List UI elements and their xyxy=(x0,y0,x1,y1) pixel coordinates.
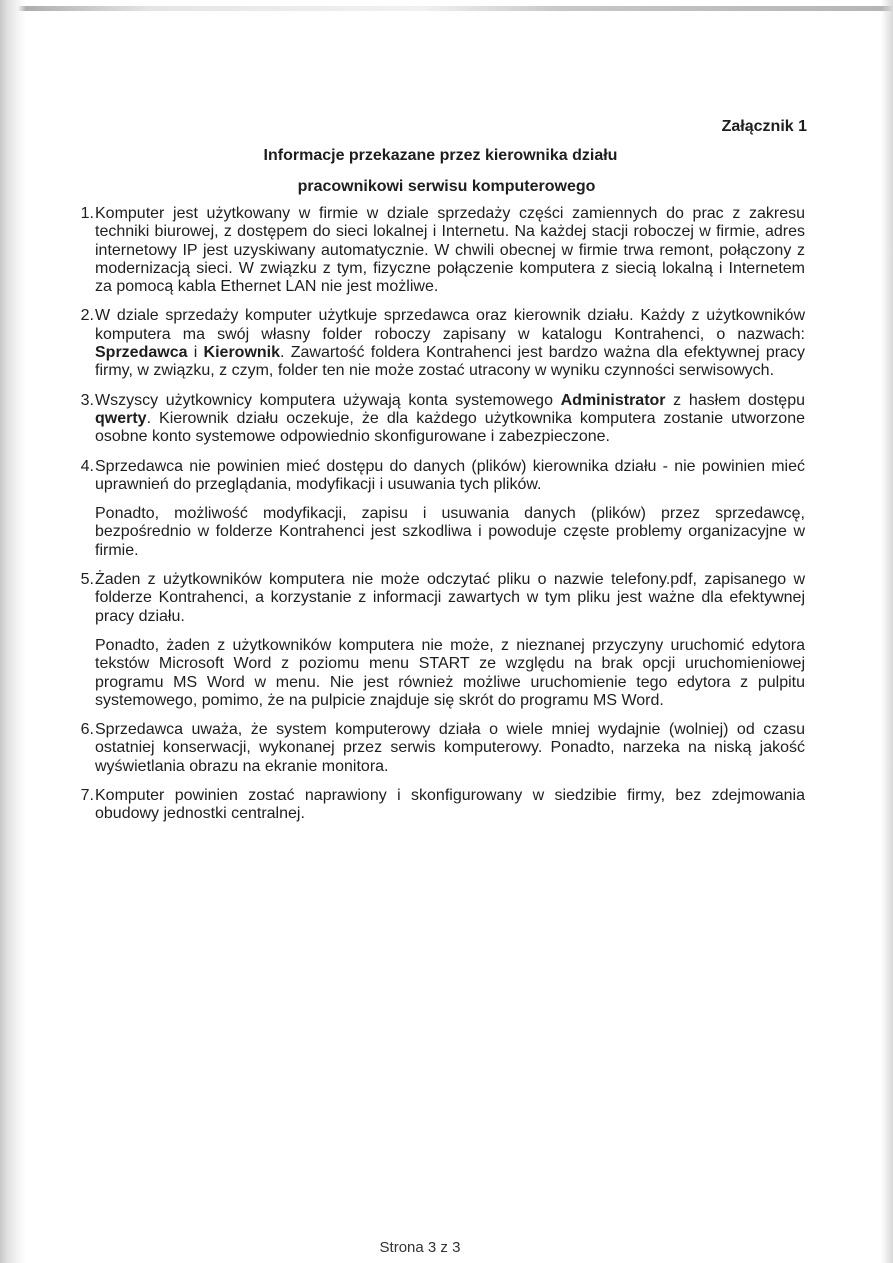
account-name-administrator: Administrator xyxy=(560,391,666,409)
item-text-extra: Ponadto, możliwość modyfikacji, zapisu i usuwania danych (plików) przez sprzedawcę, bezpośrednio w folderze Kontrahenci jest szkodliwa i powoduje częste problemy organizacyjne w firmie. xyxy=(95,505,805,559)
document-title-line-2: pracownikowi serwisu komputerowego xyxy=(297,178,596,195)
item-text: Sprzedawca nie powinien mieć dostępu do danych (plików) kierownika działu - nie powinien mieć uprawnień do przeglądania, modyfikacji i usuwania tych plików. xyxy=(95,457,805,493)
item-text: Żaden z użytkowników komputera nie może odczytać pliku o nazwie telefony.pdf, zapisanego w folderze Kontrahenci, a korzystanie z informacji zawartych w tym pliku jest ważne dla efektywnej pracy działu. xyxy=(95,571,805,625)
item-text-part: . Zawartość foldera Kontrahenci jest bardzo ważna dla efektywnej pracy firmy, w związku, z czym, folder ten nie może zostać utracony w wyniku czynności serwisowych. xyxy=(95,344,805,380)
item-number: 1. xyxy=(80,205,94,222)
page-number: Strona 3 z 3 xyxy=(379,1239,461,1256)
item-text-extra: Ponadto, żaden z użytkowników komputera nie może, z nieznanej przyczyny uruchomić edytora tekstów Microsoft Word z poziomu menu START ze względu na brak opcji uruchomieniowej programu MS Word w menu. Nie jest również możliwe uruchomienie tego edytora z pulpitu systemowego, pomimo, że na pulpicie znajduje się skrót do programu MS Word. xyxy=(95,636,805,709)
folder-name-sprzedawca: Sprzedawca xyxy=(95,344,188,362)
password-qwerty: qwerty xyxy=(95,409,147,427)
list-item-3 xyxy=(70,392,805,447)
list-item-2 xyxy=(70,307,805,380)
item-number: 6. xyxy=(80,721,94,739)
list-item-7 xyxy=(70,787,805,824)
item-number: 7. xyxy=(80,787,94,805)
scan-edge-top xyxy=(0,6,893,11)
item-text-part: i xyxy=(187,344,204,362)
item-text-part: Wszyscy użytkownicy komputera używają konta systemowego xyxy=(95,391,561,409)
item-text: Komputer powinien zostać naprawiony i skonfigurowany w siedzibie firmy, bez zdejmowania obudowy jednostki centralnej. xyxy=(95,787,805,823)
item-number: 5. xyxy=(80,571,94,589)
list-item-5 xyxy=(70,571,805,710)
list-item-1 xyxy=(70,205,805,296)
item-text-part: z hasłem dostępu xyxy=(665,391,805,409)
document-title-line-1: Informacje przekazane przez kierownika działu xyxy=(263,147,618,164)
list-item-4 xyxy=(70,458,805,560)
item-number: 2. xyxy=(80,307,94,325)
item-number: 4. xyxy=(80,457,94,475)
item-text: Sprzedawca uważa, że system komputerowy działa o wiele mniej wydajnie (wolniej) od czasu ostatniej konserwacji, wykonanej przez serwis komputerowy. Ponadto, narzeka na niską jakość wyświetlania obrazu na ekranie monitora. xyxy=(95,721,805,775)
folder-name-kierownik: Kierownik xyxy=(203,344,281,362)
list-item-6 xyxy=(70,721,805,776)
item-text xyxy=(95,392,805,447)
item-text-part: W dziale sprzedaży komputer użytkuje sprzedawca oraz kierownik działu. Każdy z użytkowników komputera ma swój własny folder roboczy zapisany w katalogu Kontrahenci, o nazwach: xyxy=(95,307,805,343)
requirements-list xyxy=(70,205,805,835)
item-text: Komputer jest użytkowany w firmie w dziale sprzedaży części zamiennych do prac z zakresu techniki biurowej, z dostępem do sieci lokalnej i Internetu. Na każdej stacji roboczej w firmie, adres internetowy IP jest uzyskiwany automatycznie. W chwili obecnej w firmie trwa remont, połączony z modernizacją sieci. W związku z tym, fizyczne połączenie komputera z siecią lokalną i Internetem za pomocą kabla Ethernet LAN nie jest możliwe. xyxy=(95,205,805,296)
attachment-label: Załącznik 1 xyxy=(721,118,807,135)
item-number: 3. xyxy=(80,391,94,409)
item-text-part: . Kierownik działu oczekuje, że dla każdego użytkownika komputera zostanie utworzone osobne konto systemowe odpowiednio skonfigurowane i zabezpieczone. xyxy=(95,409,805,446)
item-text xyxy=(95,307,805,380)
